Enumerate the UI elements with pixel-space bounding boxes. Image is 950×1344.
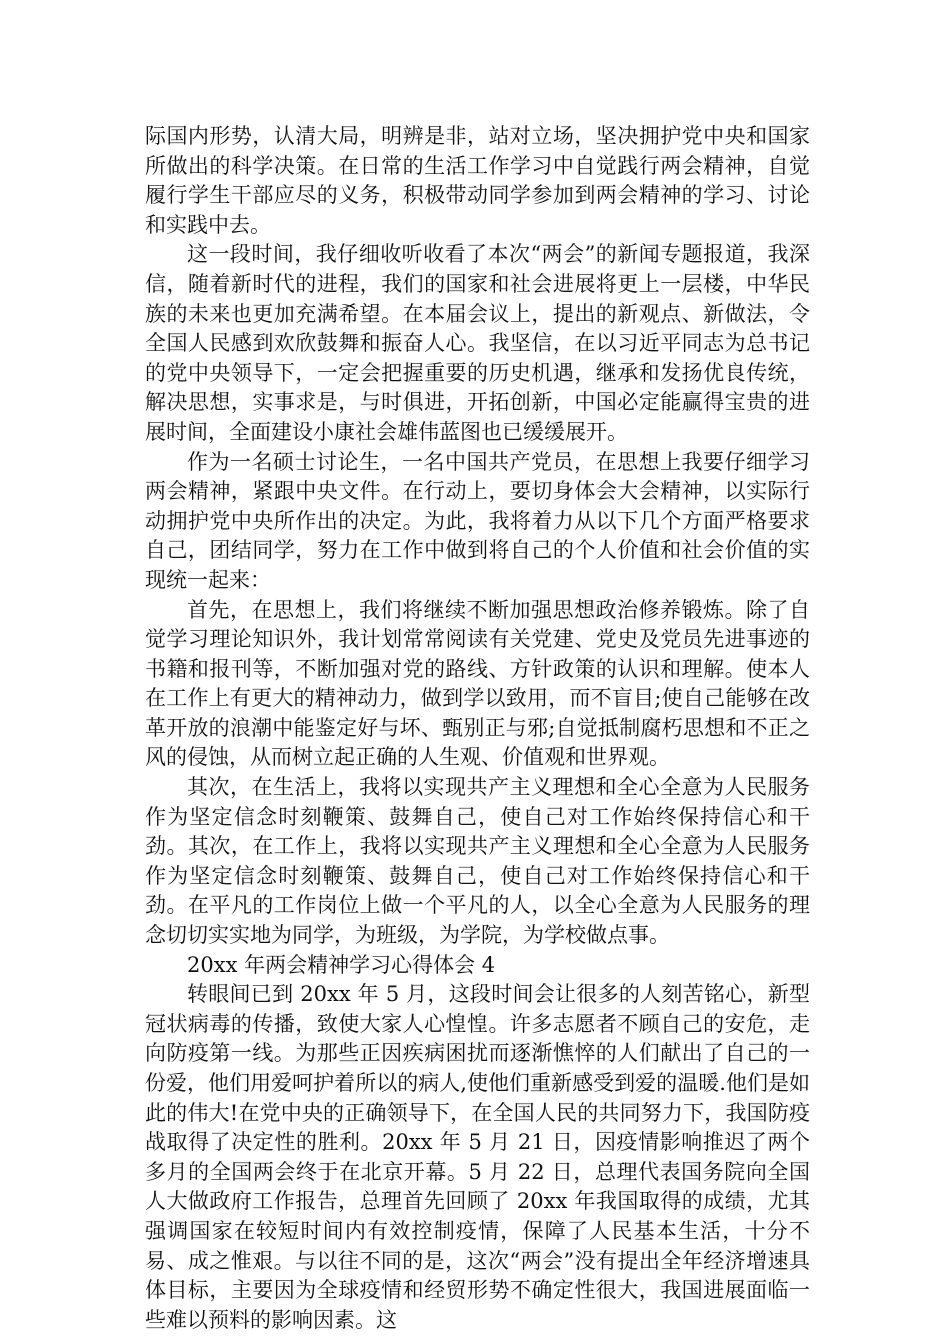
paragraph-continuation: 际国内形势，认清大局，明辨是非，站对立场，坚决拥护党中央和国家所做出的科学决策。在日常的生活工作学习中自觉践行两会精神，自觉履行学生干部应尽的义务，积极带动同学参加到两会精神的学习、讨论和实践中去。 [145,124,810,237]
paragraph-ideology: 首先，在思想上，我们将继续不断加强思想政治修养锻炼。除了自觉学习理论知识外，我计划常常阅读有关党建、党史及党员先进事迹的书籍和报刊等，不断加强对党的路线、方针政策的认识和理解。使本人在工作上有更大的精神动力，做到学以致用，而不盲目;使自己能够在改革开放的浪潮中能鉴定好与坏、甄别正与邪;自觉抵制腐朽思想和不正之风的侵蚀，从而树立起正确的人生观、价值观和世界观。 [145,597,810,770]
paragraph-epidemic: 转眼间已到 20xx 年 5 月，这段时间会让很多的人刻苦铭心，新型冠状病毒的传播，致使大家人心惶惶。许多志愿者不顾自己的安危，走向防疫第一线。为那些正因疾病困扰而逐渐憔悴的人们献出了自己的一份爱，他们用爱呵护着所以的病人,使他们重新感受到爱的温暖.他们是如此的伟大!在党中央的正确领导下，在全国人民的共同努力下，我国防疫战取得了决定性的胜利。20xx 年 5 月 21 日，因疫情影响推迟了两个多月的全国两会终于在北京开幕。5 月 22 日，总理代表国务院向全国人大做政府工作报告，总理首先回顾了 20xx 年我国取得的成绩，尤其强调国家在较短时间内有效控制疫情，保障了人民基本生活，十分不易、成之惟艰。与以往不同的是，这次“两会”没有提出全年经济增速具体目标，主要因为全球疫情和经贸形势不确定性很大，我国进展面临一些难以预料的影响因素。这 [145,982,810,1332]
paragraph-news-report: 这一段时间，我仔细收听收看了本次“两会”的新闻专题报道，我深信，随着新时代的进程，我们的国家和社会进展将更上一层楼，中华民族的未来也更加充满希望。在本届会议上，提出的新观点、新做法，令全国人民感到欢欣鼓舞和振奋人心。我坚信，在以习近平同志为总书记的党中央领导下，一定会把握重要的历史机遇，继承和发扬优良传统，解决思想，实事求是，与时俱进，开拓创新，中国必定能赢得宝贵的进展时间，全面建设小康社会雄伟蓝图也已缓缓展开。 [145,242,810,444]
section-heading: 20xx 年两会精神学习心得体会 4 [187,952,496,977]
document-body [145,122,810,1335]
paragraph-graduate-student: 作为一名硕士讨论生，一名中国共产党员，在思想上我要仔细学习两会精神，紧跟中央文件。在行动上，要切身体会大会精神，以实际行动拥护党中央所作出的决定。为此，我将着力从以下几个方面严格要求自己，团结同学，努力在工作中做到将自己的个人价值和社会价值的实现统一起来： [145,449,810,592]
paragraph-life-work: 其次，在生活上，我将以实现共产主义理想和全心全意为人民服务作为坚定信念时刻鞭策、鼓舞自己，使自己对工作始终保持信心和干劲。其次，在工作上，我将以实现共产主义理想和全心全意为人民服务作为坚定信念时刻鞭策、鼓舞自己，使自己对工作始终保持信心和干劲。在平凡的工作岗位上做一个平凡的人，以全心全意为人民服务的理念切切实实地为同学，为班级，为学院，为学校做点事。 [145,775,810,948]
